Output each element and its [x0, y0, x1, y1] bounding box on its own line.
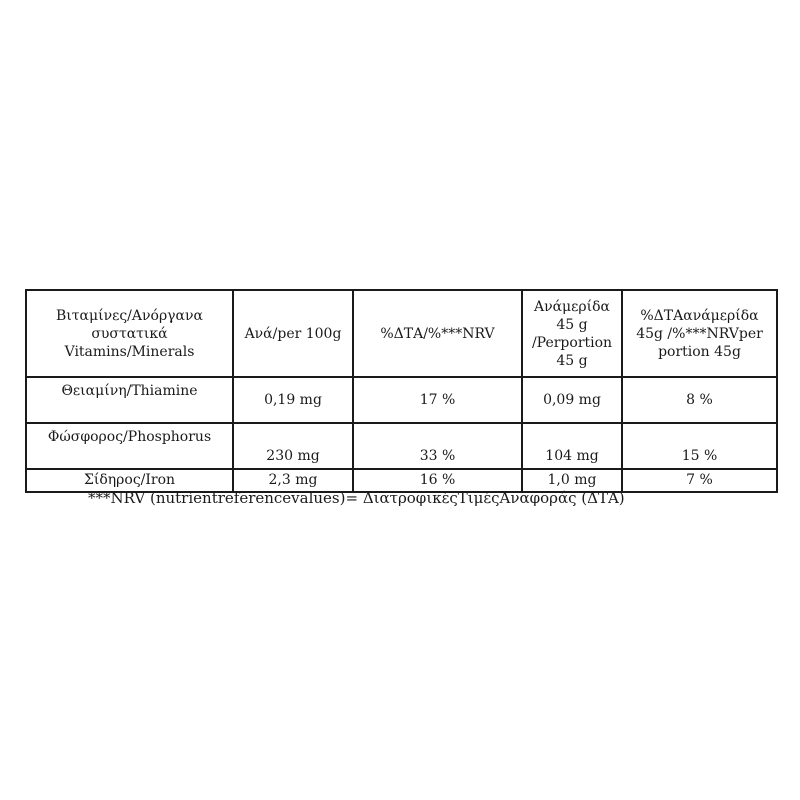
value-nrv-percent: 33 %	[353, 423, 522, 469]
table-row	[26, 377, 777, 423]
nutrition-table	[25, 289, 778, 493]
nutrient-name: Φώσφορος/Phosphorus	[26, 423, 233, 469]
value-nrv-percent: 17 %	[353, 377, 522, 423]
value-per-100g: 230 mg	[233, 423, 353, 469]
value-per-100g: 0,19 mg	[233, 377, 353, 423]
table-row	[26, 423, 777, 469]
value-per-portion: 1,0 mg	[522, 469, 622, 492]
header-nrv-percent: %ΔΤΑ/%***NRV	[353, 290, 522, 377]
value-per-portion: 0,09 mg	[522, 377, 622, 423]
value-per-100g: 2,3 mg	[233, 469, 353, 492]
header-per-100g: Ανά/per 100g	[233, 290, 353, 377]
value-per-portion: 104 mg	[522, 423, 622, 469]
table-header-row	[26, 290, 777, 377]
value-nrv-portion-percent: 7 %	[622, 469, 777, 492]
header-per-portion: Ανάμερίδα 45 g /Perportion 45 g	[522, 290, 622, 377]
nrv-footnote: ***NRV (nutrientreferencevalues)= ΔιατροφικέςΤιμέςΑναφοράς (ΔΤΑ)	[88, 489, 625, 507]
nutrient-name: Θειαμίνη/Thiamine	[26, 377, 233, 423]
value-nrv-percent: 16 %	[353, 469, 522, 492]
nutrient-name: Σίδηρος/Iron	[26, 469, 233, 492]
header-vitamins-minerals: Βιταμίνες/Ανόργανα συστατικά Vitamins/Minerals	[26, 290, 233, 377]
value-nrv-portion-percent: 15 %	[622, 423, 777, 469]
header-nrv-per-portion: %ΔΤΑανάμερίδα 45g /%***NRVper portion 45g	[622, 290, 777, 377]
value-nrv-portion-percent: 8 %	[622, 377, 777, 423]
